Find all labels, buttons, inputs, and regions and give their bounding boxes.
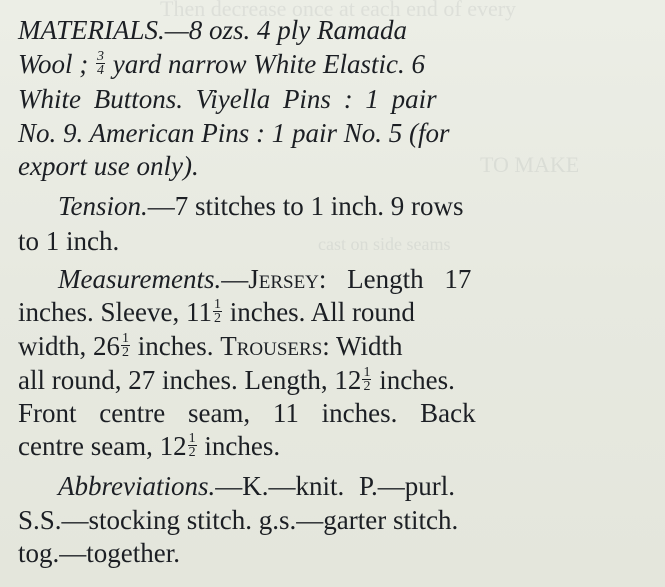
inches-text: inches. <box>204 431 281 461</box>
materials-line-4: No. 9. American Pins : 1 pair No. 5 (for <box>18 118 450 148</box>
abbreviations-line-1 <box>58 470 455 503</box>
jersey-label: Jersey <box>248 264 319 294</box>
measurements-label: Measurements. <box>58 264 222 294</box>
materials-line-2 <box>18 48 642 81</box>
width-text: width, 26 <box>18 331 121 361</box>
materials-line-2b: yard narrow White Elastic. 6 <box>112 49 425 79</box>
showthrough-heading: TO MAKE <box>480 152 580 177</box>
inches-text: inches. <box>137 331 214 361</box>
fraction-half: $\frac{1}{2}$ <box>188 431 196 460</box>
measurements-line-3 <box>18 330 642 363</box>
tension-line-2: to 1 inch. <box>18 226 120 256</box>
showthrough-text-mid: cast on side seams <box>318 234 451 254</box>
tension-line-1-text: —7 stitches to 1 inch. 9 rows <box>147 191 464 221</box>
trousers-width-text: : Width <box>322 331 403 361</box>
inches-text: inches. <box>379 365 455 395</box>
measurements-dash: — <box>221 264 249 294</box>
abbreviations-line-1-text: —K.—knit. P.—purl. <box>215 471 456 501</box>
measurements-line-4 <box>18 364 642 397</box>
fraction-three-quarters: $\frac{3}{4}$ <box>97 49 105 78</box>
jersey-length: : Length 17 <box>318 264 472 294</box>
fraction-half: $\frac{1}{2}$ <box>213 297 221 326</box>
showthrough-text-top: Then decrease once at each end of every <box>160 0 517 21</box>
measurements-line-5: Front centre seam, 11 inches. Back <box>18 398 476 428</box>
measurements-line-6 <box>18 430 280 463</box>
sleeve-text: inches. Sleeve, 11 <box>18 297 212 327</box>
back-seam-text: centre seam, 12 <box>18 431 187 461</box>
all-round-length-text: all round, 27 inches. Length, 12 <box>18 365 362 395</box>
materials-line-2a: Wool ; <box>18 49 89 79</box>
materials-line-1 <box>18 14 642 47</box>
materials-line-3: White Buttons. Viyella Pins : 1 pair <box>18 84 437 114</box>
tension-label: Tension. <box>58 191 148 221</box>
abbreviations-label: Abbreviations. <box>58 471 216 501</box>
abbreviations-line-2: S.S.—stocking stitch. g.s.—garter stitch. <box>18 505 459 535</box>
all-round-text: inches. All round <box>229 297 415 327</box>
materials-line-5: export use only). <box>18 151 199 181</box>
measurements-line-1 <box>58 263 471 296</box>
materials-line-1-text: —8 ozs. 4 ply Ramada <box>164 15 407 45</box>
trousers-label: Trousers <box>220 331 323 361</box>
measurements-line-2 <box>18 296 642 329</box>
tension-line-1 <box>58 190 464 223</box>
materials-heading: MATERIALS. <box>18 15 165 45</box>
abbreviations-line-3: tog.—together. <box>18 538 180 568</box>
fraction-half: $\frac{1}{2}$ <box>122 331 130 360</box>
fraction-half: $\frac{1}{2}$ <box>363 365 371 394</box>
